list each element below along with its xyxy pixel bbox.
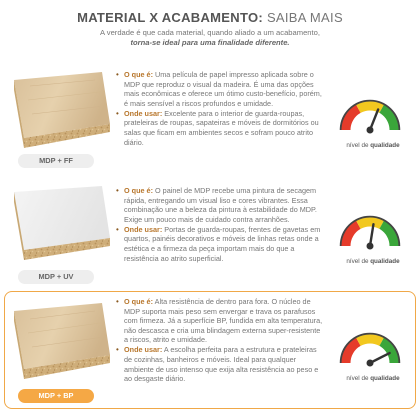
gauge-caption bbox=[338, 375, 408, 382]
what-text: Alta resistência de dentro para fora. O núcleo de MDP suporta mais peso sem envergar e trava os parafusos com firmeza. Já a superfície BP, fundida em alta temperatura, não descasca e cria uma blindagem externa super-resistente a riscos, atrito e umidade. bbox=[124, 297, 323, 345]
what-label: O que é: bbox=[124, 70, 154, 79]
description bbox=[116, 70, 326, 148]
what-label: O que é: bbox=[124, 186, 154, 195]
page-title bbox=[0, 10, 420, 25]
where-text: Excelente para o interior de guarda-roupas, prateleiras de roupas, sapateiras e móveis de dormitórios ou salas que ficam em ambientes secos e sofram pouco atrito diário. bbox=[124, 108, 319, 147]
intro-line-2: torna-se ideal para uma finalidade diferente. bbox=[130, 38, 290, 47]
caption-light: nível de bbox=[346, 375, 369, 382]
board-image-wood bbox=[10, 299, 114, 399]
board-image-wood bbox=[10, 66, 114, 166]
section-mdp-bp bbox=[4, 291, 416, 409]
caption-bold: qualidade bbox=[370, 142, 400, 149]
gauge-caption bbox=[338, 258, 408, 265]
title-light: SAIBA MAIS bbox=[266, 10, 343, 25]
material-tag: MDP + BP bbox=[18, 389, 94, 403]
quality-gauge-icon bbox=[334, 323, 406, 375]
quality-gauge-icon bbox=[334, 90, 406, 142]
caption-bold: qualidade bbox=[370, 258, 400, 265]
material-tag: MDP + FF bbox=[18, 154, 94, 168]
what-label: O que é: bbox=[124, 297, 154, 306]
title-bold: MATERIAL X ACABAMENTO: bbox=[77, 10, 264, 25]
caption-light: nível de bbox=[346, 142, 369, 149]
where-label: Onde usar: bbox=[124, 108, 163, 118]
where-text: Portas de guarda-roupas, frentes de gavetas em quartos, painéis decorativos e móveis de linhas retas onde a estética e a firmeza da peça importam mais do que a resistência ao atrito superficial. bbox=[124, 224, 321, 263]
intro-line-1: A verdade é que cada material, quando aliado a um acabamento, bbox=[100, 28, 320, 37]
header bbox=[0, 10, 420, 48]
description bbox=[116, 186, 328, 264]
caption-light: nível de bbox=[346, 258, 369, 265]
what-text: O painel de MDP recebe uma pintura de secagem rápida, entregando um visual liso e cores vibrantes. Essa combinação une a beleza da pintura à estabilidade do MDP. Exige um pouco mais de cuidado contra arranhões. bbox=[124, 186, 317, 224]
where-label: Onde usar: bbox=[124, 224, 163, 234]
bullet-icon: • bbox=[116, 70, 119, 79]
where-text: A escolha perfeita para a estrutura e prateleiras de cozinhas, banheiros e móveis. Ideal para qualquer ambiente de uso intenso que exija alta resistência ao peso e ao desgaste diário. bbox=[124, 345, 319, 384]
bullet-icon: • bbox=[116, 224, 119, 234]
section-mdp-uv bbox=[4, 178, 416, 288]
what-text: Uma película de papel impresso aplicada sobre o MDP que reproduz o visual da madeira. É uma das opções mais econômicas e oferece um ótimo custo-benefício, porém, é mais sensível a riscos profundos e umidade. bbox=[124, 70, 322, 108]
bullet-icon: • bbox=[116, 108, 119, 118]
gauge-caption bbox=[338, 142, 408, 149]
caption-bold: qualidade bbox=[370, 375, 400, 382]
where-label: Onde usar: bbox=[124, 345, 163, 355]
intro-text bbox=[0, 28, 420, 48]
bullet-icon: • bbox=[116, 186, 119, 195]
board-image-white bbox=[10, 182, 114, 282]
section-mdp-ff bbox=[4, 62, 416, 172]
bullet-icon: • bbox=[116, 297, 119, 306]
material-tag: MDP + UV bbox=[18, 270, 94, 284]
description bbox=[116, 297, 326, 384]
quality-gauge-icon bbox=[334, 206, 406, 258]
bullet-icon: • bbox=[116, 345, 119, 355]
